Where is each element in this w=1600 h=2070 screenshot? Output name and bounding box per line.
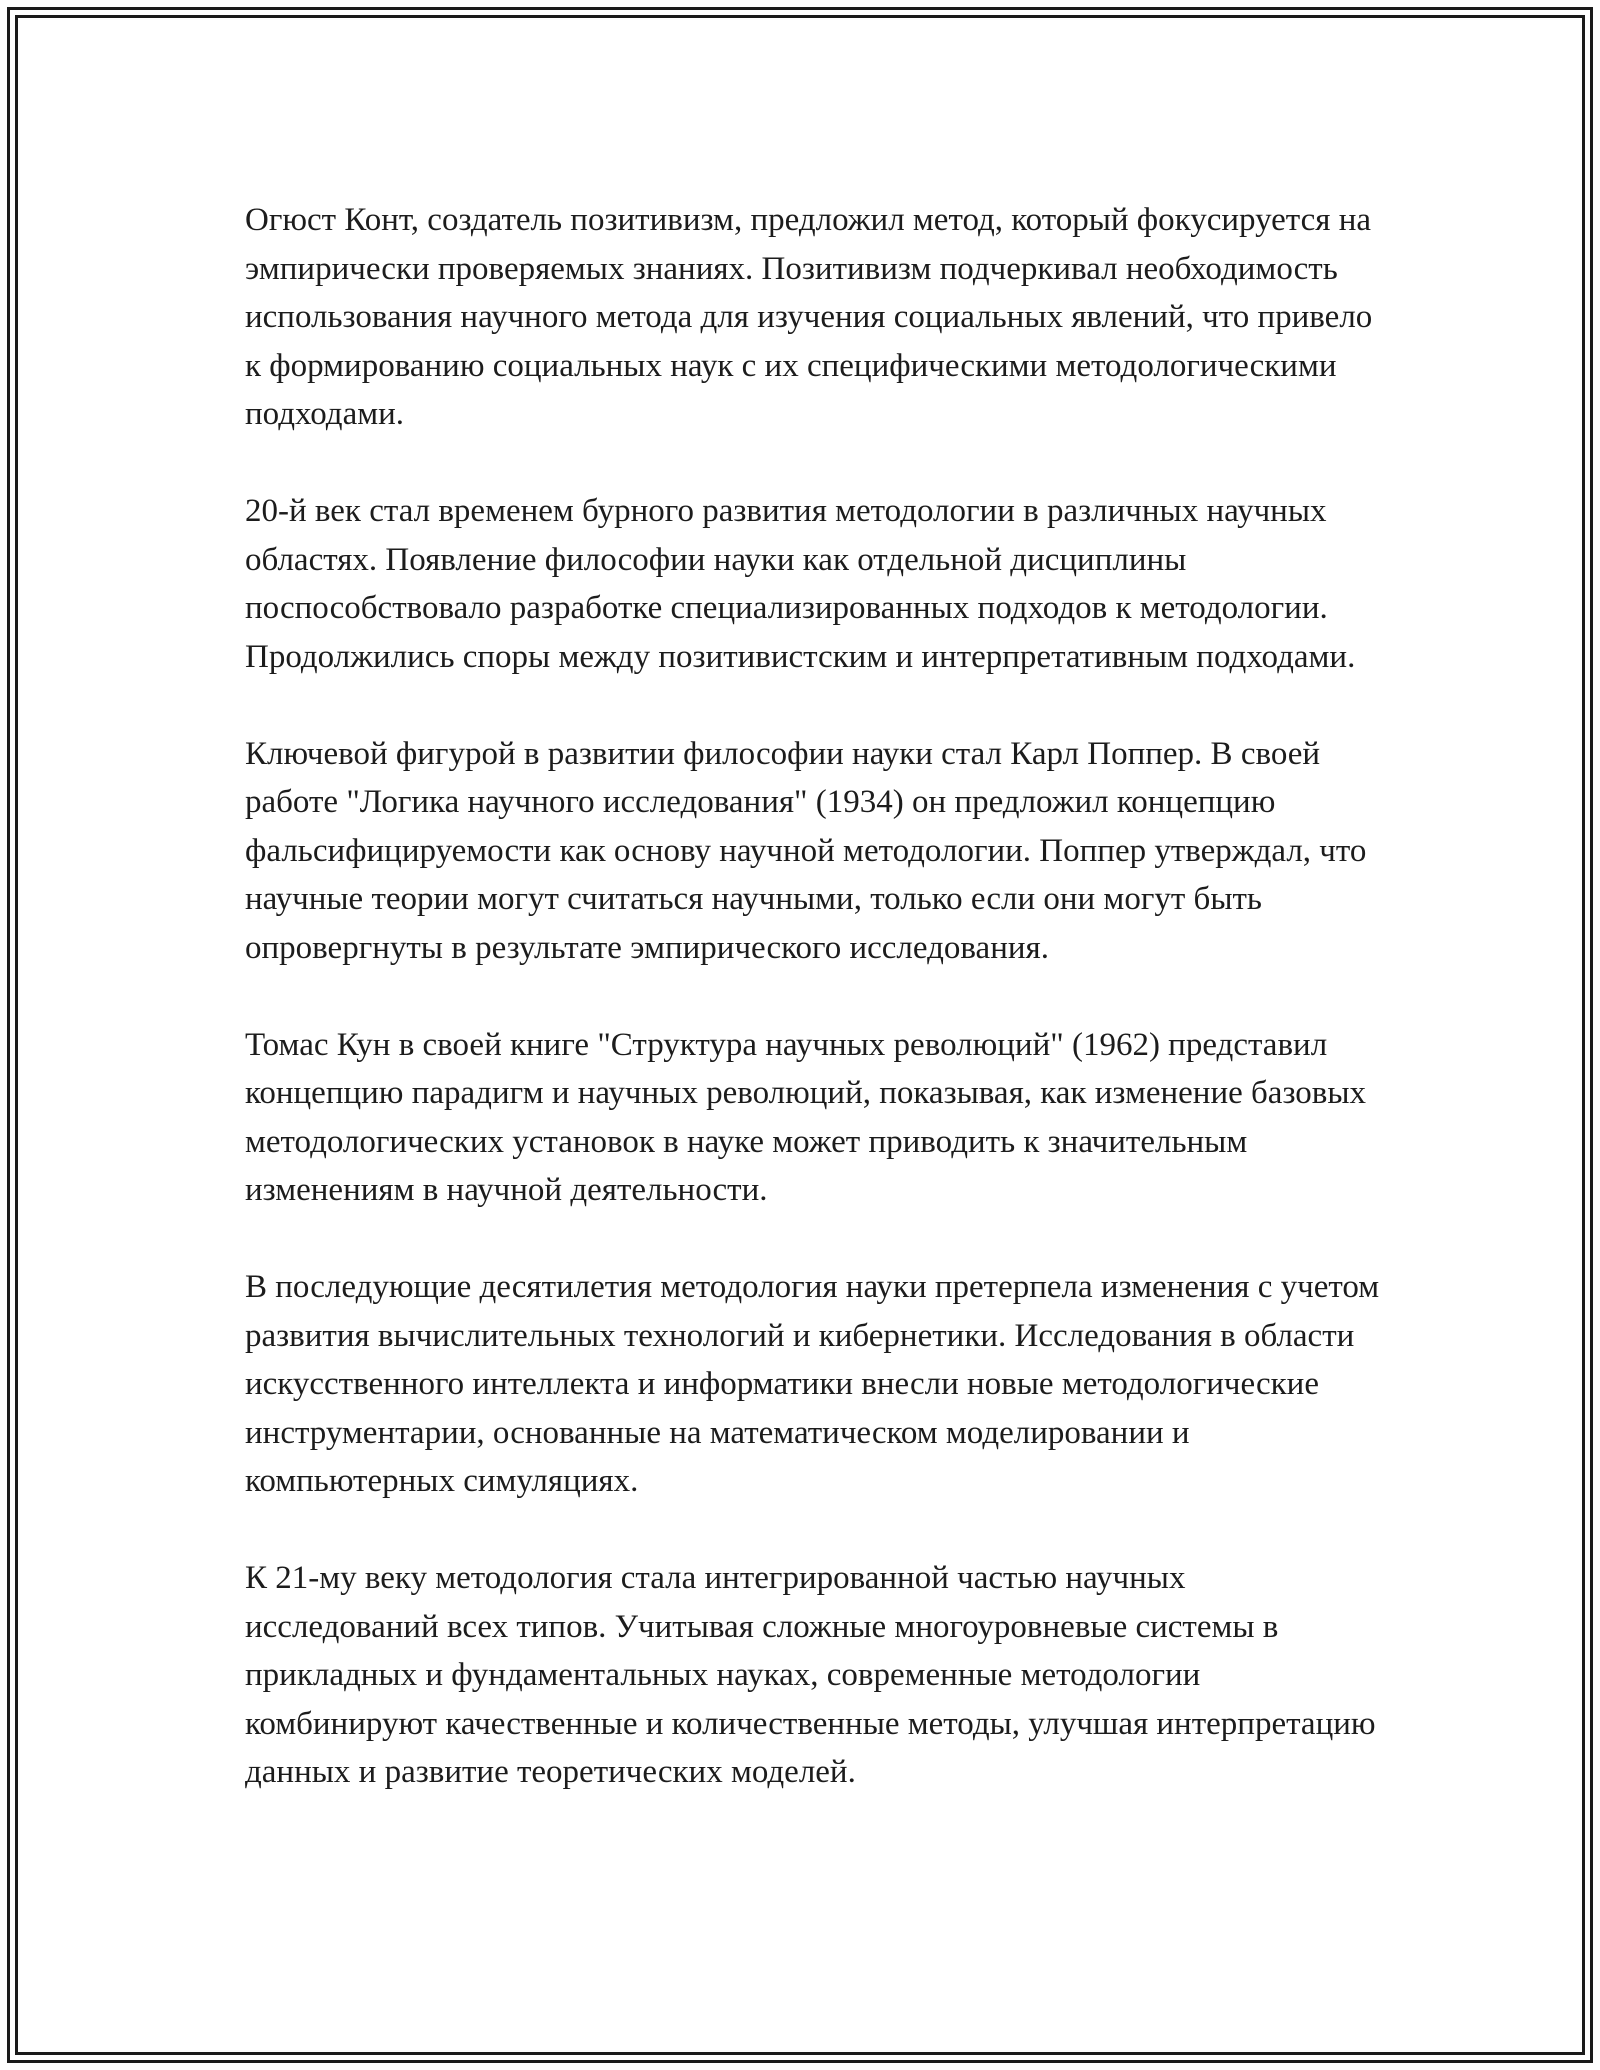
paragraph-21st-century: К 21-му веку методология стала интегрированной частью научных исследований всех типов. Учитывая сложные многоуровневые системы в прикладных и фундаментальных науках, современные методологии комбинируют качественные и количественные методы, улучшая интерпретацию данных и развитие теоретических моделей. bbox=[245, 1560, 1376, 1790]
paragraph-comte-positivism: Огюст Конт, создатель позитивизм, предложил метод, который фокусируется на эмпирически проверяемых знаниях. Позитивизм подчеркивал необходимость использования научного метода для изучения социальных явлений, что привело к формированию социальных наук с их специфическими методологическими подходами. bbox=[245, 202, 1373, 432]
document-body bbox=[245, 196, 1385, 1797]
paragraph-kuhn: Томас Кун в своей книге "Структура научных революций" (1962) представил концепцию парадигм и научных революций, показывая, как изменение базовых методологических установок в науке может приводить к значительным изменениям в научной деятельности. bbox=[245, 1026, 1367, 1208]
paragraph-later-decades: В последующие десятилетия методология науки претерпела изменения с учетом развития вычислительных технологий и кибернетики. Исследования в области искусственного интеллекта и информатики внесли новые методологические инструментарии, основанные на математическом моделировании и компьютерных симуляциях. bbox=[245, 1269, 1380, 1499]
paragraph-20th-century: 20-й век стал временем бурного развития методологии в различных научных областях. Появление философии науки как отдельной дисциплины поспособствовало разработке специализированных подходов к методологии. Продолжились споры между позитивистским и интерпретативным подходами. bbox=[245, 493, 1356, 675]
page-border bbox=[7, 7, 1593, 2063]
paragraph-popper: Ключевой фигурой в развитии философии науки стал Карл Поппер. В своей работе "Логика научного исследования" (1934) он предложил концепцию фальсифицируемости как основу научной методологии. Поппер утверждал, что научные теории могут считаться научными, только если они могут быть опровергнуты в результате эмпирического исследования. bbox=[245, 735, 1367, 966]
